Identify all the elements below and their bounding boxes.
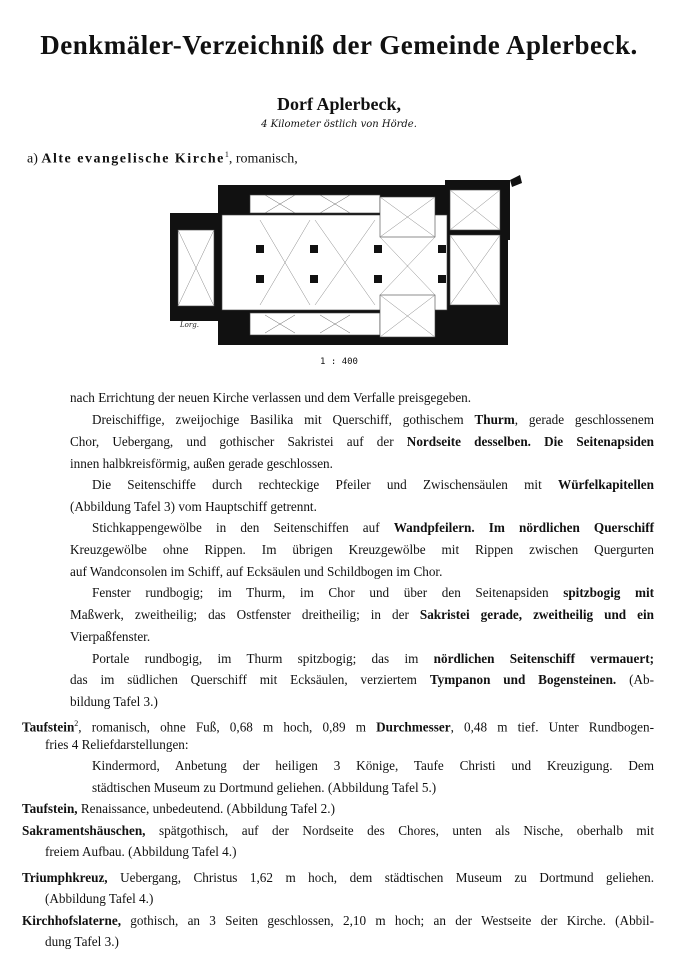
body-line-5: Die Seitenschiffe durch rechteckige Pfeiler und Zwischensäulen mit Würfelkapitellen — [92, 477, 654, 492]
body-line-3: Chor, Uebergang, und gothischer Sakristei auf der Nordseite desselben. Die Seitenapsiden — [70, 434, 655, 449]
page-title: Denkmäler-Verzeichniß der Gemeinde Aplerbeck. — [40, 30, 638, 60]
church-style: , romanisch, — [228, 151, 298, 167]
place-heading: Dorf Aplerbeck, — [277, 94, 401, 114]
plan-signature: Lorg. — [180, 321, 199, 329]
item-kirchhofslaterne: Kirchhofslaterne, gothisch, an 3 Seiten geschlossen, 2,10 m hoch; an der Westseite der Kirche. (Abbil- — [22, 913, 654, 928]
body-line-11: Maßwerk, zweitheilig; das Ostfenster dreitheilig; in der Sakristei gerade, zweitheilig und ein — [70, 607, 654, 622]
item-triumphkreuz-line-2: (Abbildung Tafel 4.) — [45, 891, 154, 906]
body-line-6: (Abbildung Tafel 3) vom Hauptschiff getrennt. — [70, 499, 317, 514]
item-taufstein-1-line-3: Kindermord, Anbetung der heiligen 3 Könige, Taufe Christi und Kreuzigung. Dem — [92, 758, 654, 773]
body-line-10: Fenster rundbogig; im Thurm, im Chor und über den Seitenapsiden spitzbogig mit — [92, 585, 654, 600]
item-sakramentshaeuschen: Sakramentshäuschen, spätgothisch, auf der Nordseite des Chores, unten als Nische, oberhalb mit — [22, 823, 654, 838]
item-triumphkreuz: Triumphkreuz, Uebergang, Christus 1,62 m hoch, dem städtischen Museum zu Dortmund geliehen. — [22, 870, 654, 885]
church-floor-plan — [170, 175, 530, 355]
body-line-4: innen halbkreisförmig, außen gerade geschlossen. — [70, 456, 333, 471]
footnote-marker: 1 — [224, 150, 229, 159]
entry-a-heading — [27, 150, 298, 168]
scale-label: 1 : 400 — [320, 357, 358, 367]
body-line-1: nach Errichtung der neuen Kirche verlassen und dem Verfalle preisgegeben. — [70, 390, 472, 405]
church-name: Alte evangelische Kirche — [41, 151, 225, 167]
body-line-13: Portale rundbogig, im Thurm spitzbogig; das im nördlichen Seitenschiff vermauert; — [92, 651, 654, 666]
body-line-8: Kreuzgewölbe ohne Rippen. Im übrigen Kreuzgewölbe mit Rippen zwischen Quergurten — [70, 542, 654, 557]
distance-note: 4 Kilometer östlich von Hörde. — [261, 119, 417, 130]
body-line-12: Vierpaßfenster. — [70, 629, 151, 644]
entry-prefix: a) — [27, 151, 38, 167]
plan-corner — [510, 175, 522, 187]
plan-south-aisle — [250, 313, 380, 335]
item-taufstein-1-line-2: fries 4 Reliefdarstellungen: — [45, 737, 189, 752]
body-line-9: auf Wandconsolen im Schiff, auf Ecksäulen und Schildbogen im Chor. — [70, 564, 443, 579]
item-sakramentshaeuschen-line-2: freiem Aufbau. (Abbildung Tafel 4.) — [45, 844, 237, 859]
body-line-15: bildung Tafel 3.) — [70, 694, 158, 709]
body-line-14: das im südlichen Querschiff mit Ecksäulen, verziertem Tympanon und Bogensteinen. (Ab- — [70, 672, 654, 687]
body-line-2: Dreischiffige, zweijochige Basilika mit Querschiff, gothischem Thurm, gerade geschlossenem — [92, 412, 654, 427]
item-kirchhofslaterne-line-2: dung Tafel 3.) — [45, 934, 119, 949]
item-taufstein-2: Taufstein, Renaissance, unbedeutend. (Abbildung Tafel 2.) — [22, 801, 335, 816]
item-taufstein-1-line-4: städtischen Museum zu Dortmund geliehen. (Abbildung Tafel 5.) — [92, 780, 437, 795]
item-taufstein-1: Taufstein$^2$, romanisch, ohne Fuß, 0,68 m hoch, 0,89 m Durchmesser, 0,48 m tief. Unter Rundbogen- — [22, 719, 654, 735]
body-line-7: Stichkappengewölbe in den Seitenschiffen auf Wandpfeilern. Im nördlichen Querschiff — [92, 520, 654, 535]
